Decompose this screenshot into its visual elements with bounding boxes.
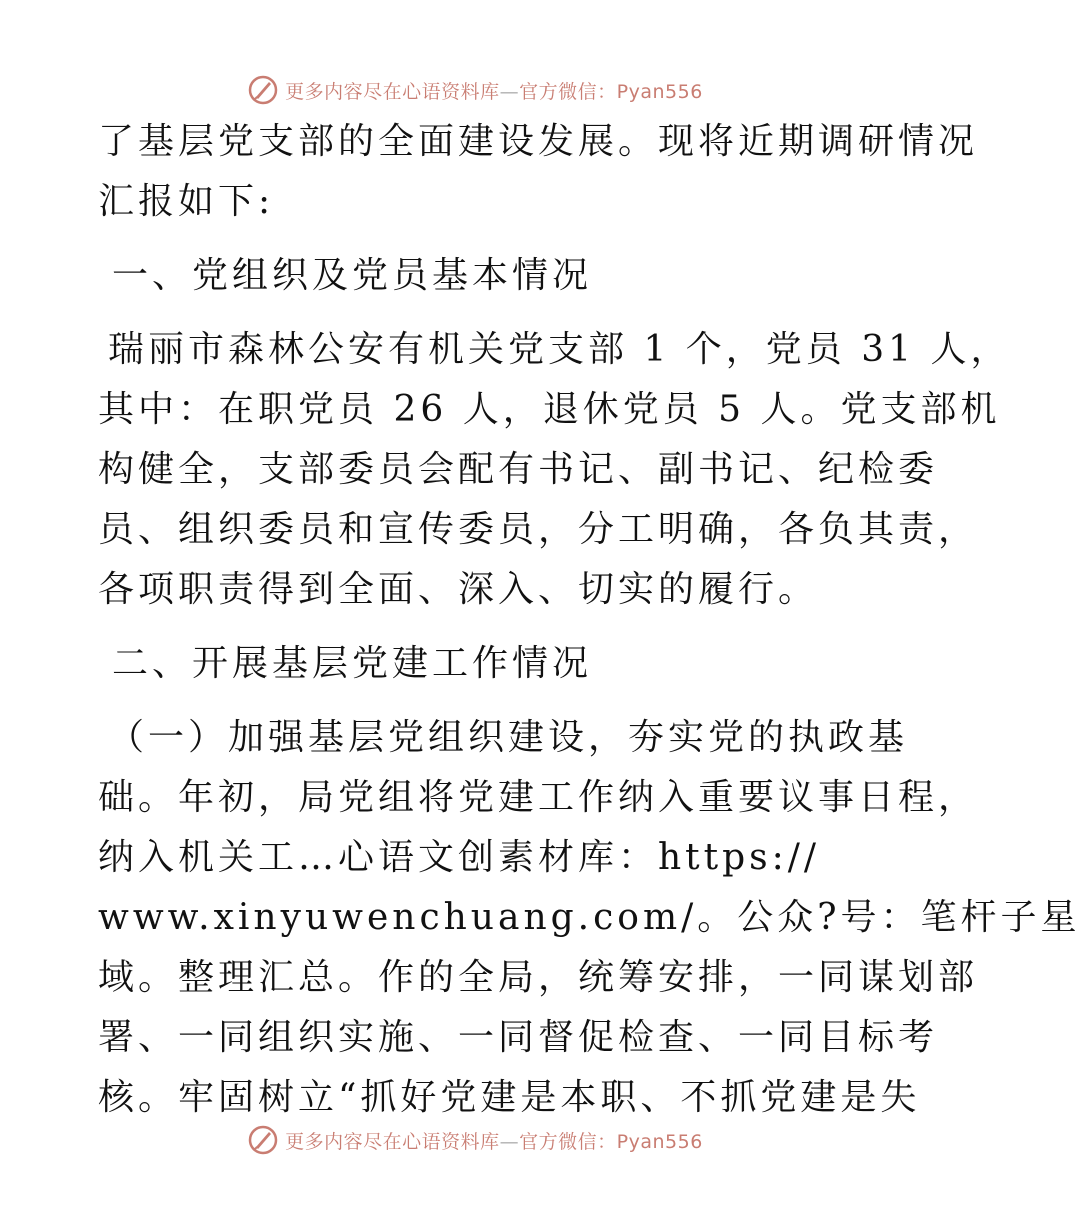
paragraph-line: 核。牢固树立“抓好党建是本职、不抓党建是失 [98,1077,921,1118]
watermark-dash: — [499,1130,520,1153]
paragraph-line: 汇报如下: [98,181,275,222]
paragraph-line: 署、一同组织实施、一同督促检查、一同目标考 [98,1017,939,1058]
paragraph-line: （一）加强基层党组织建设，夯实党的执政基 [108,717,909,758]
paragraph-line: 其中：在职党员 26 人，退休党员 5 人。党支部机 [98,389,1001,430]
paragraph-line: 了基层党支部的全面建设发展。现将近期调研情况 [98,121,979,162]
watermark-contact-text: 官方微信：Pyan556 [519,80,703,103]
paragraph-line: 域。整理汇总。作的全局，统筹安排，一同谋划部 [98,957,979,998]
paragraph-line: www.xinyuwenchuang.com/。公众?号：笔杆子星 [98,897,1081,938]
paragraph-line: 纳入机关工…心语文创素材库：https:// [98,837,821,878]
paragraph-line: 瑞丽市森林公安有机关党支部 1 个，党员 31 人， [108,329,1011,370]
paragraph-line: 各项职责得到全面、深入、切实的履行。 [98,569,819,610]
watermark-main-text: 更多内容尽在心语资料库 [285,1130,500,1153]
watermark-main-text: 更多内容尽在心语资料库 [285,80,500,103]
watermark-text [285,1127,703,1154]
quill-pen-logo-icon [247,1124,279,1156]
quill-pen-logo-icon [247,74,279,106]
paragraph-line: 础。年初，局党组将党建工作纳入重要议事日程， [98,777,979,818]
section-heading: 二、开展基层党建工作情况 [112,643,593,684]
header-watermark [0,70,950,110]
paragraph-line: 员、组织委员和宣传委员，分工明确，各负其责， [98,509,979,550]
watermark-text [285,77,703,104]
paragraph-line: 构健全，支部委员会配有书记、副书记、纪检委 [98,449,939,490]
watermark-dash: — [499,80,520,103]
document-body [98,112,1081,1128]
section-heading: 一、党组织及党员基本情况 [112,255,593,296]
footer-watermark [0,1120,950,1160]
watermark-contact-text: 官方微信：Pyan556 [519,1130,703,1153]
